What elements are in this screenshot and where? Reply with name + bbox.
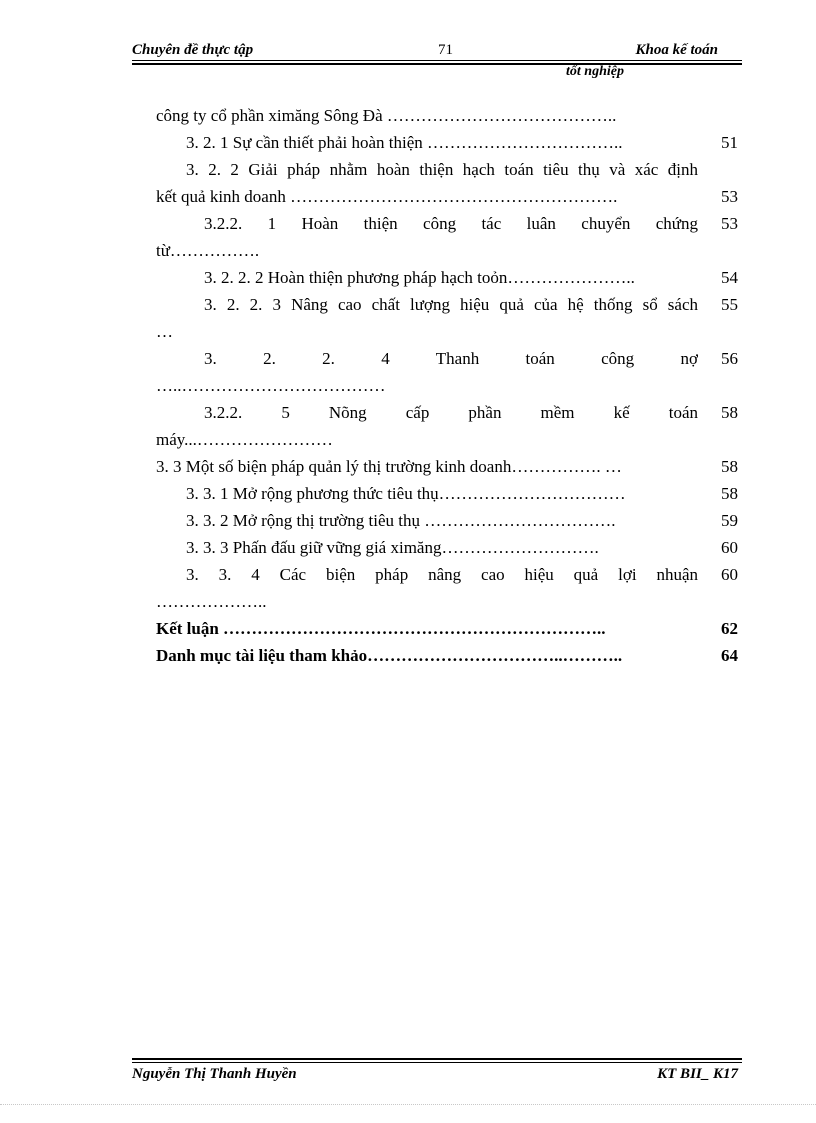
header-rule-thin (132, 60, 742, 61)
toc-row (156, 642, 738, 669)
toc-page-number: 60 (721, 538, 738, 557)
toc-page-number: 58 (721, 403, 738, 422)
toc-page-number: 53 (721, 214, 738, 233)
toc-row (156, 561, 738, 588)
toc-row (156, 156, 738, 183)
toc-page-number: 64 (721, 646, 738, 665)
toc-row (156, 210, 738, 237)
toc-entry-text: 3. 3. 3 Phấn đấu giữ vững giá ximăng………………………. (186, 538, 599, 557)
toc-entry-text: Danh mục tài liệu tham khảo……………………………..……….. (156, 646, 623, 665)
toc-page-number: 54 (721, 268, 738, 287)
toc-row (156, 345, 738, 372)
footer-author: Nguyễn Thị Thanh Huyền (132, 1066, 297, 1082)
header-page-number: 71 (438, 42, 453, 58)
toc-page-number: 58 (721, 484, 738, 503)
toc-row (156, 588, 738, 615)
toc-entry-text: 3. 2. 2. 2 Hoàn thiện phương pháp hạch toỏn………………….. (204, 268, 635, 287)
toc-row (156, 534, 738, 561)
toc-row (156, 507, 738, 534)
toc-row (156, 426, 738, 453)
header-rule-thick (132, 63, 742, 65)
toc-entry-text: 3. 2. 2. 4 Thanh toán công nợ (204, 349, 698, 368)
toc-row (156, 318, 738, 345)
toc-entry-text: máy...…………………… (156, 430, 333, 449)
toc-entry-text: 3. 2. 2. 3 Nâng cao chất lượng hiệu quả của hệ thống sổ sách (204, 295, 698, 314)
toc-row (156, 480, 738, 507)
page-bottom-divider (0, 1104, 816, 1105)
toc-row (156, 264, 738, 291)
footer-rule-thick (132, 1058, 742, 1060)
toc-row (156, 237, 738, 264)
toc-entry-text: kết quả kinh doanh …………………………………………………. (156, 187, 618, 206)
toc-page-number: 60 (721, 565, 738, 584)
toc-entry-text: …..……………………………… (156, 376, 386, 395)
toc-row (156, 372, 738, 399)
header-subtitle: tốt nghiệp (566, 64, 624, 79)
table-of-contents (156, 102, 738, 669)
footer-class-code: KT BII_ K17 (657, 1066, 738, 1082)
toc-page-number: 53 (721, 187, 738, 206)
toc-row (156, 399, 738, 426)
toc-entry-text: công ty cổ phần ximăng Sông Đà ………………………………….. (156, 106, 617, 125)
toc-page-number: 56 (721, 349, 738, 368)
toc-entry-text: 3.2.2. 5 Nõng cấp phần mềm kế toán (204, 403, 698, 422)
toc-entry-text: 3.2.2. 1 Hoàn thiện công tác luân chuyển chứng (204, 214, 698, 233)
toc-entry-text: … (156, 322, 173, 341)
toc-row (156, 615, 738, 642)
toc-row (156, 183, 738, 210)
toc-entry-text: 3. 3. 2 Mở rộng thị trường tiêu thụ ……………………………. (186, 511, 616, 530)
header-right-title: Khoa kế toán (635, 42, 718, 58)
header-left-title: Chuyên đề thực tập (132, 42, 254, 58)
toc-entry-text: 3. 3 Một số biện pháp quản lý thị trường kinh doanh……………. … (156, 457, 622, 476)
toc-row (156, 453, 738, 480)
toc-page-number: 51 (721, 133, 738, 152)
toc-entry-text: 3. 2. 2 Giải pháp nhằm hoàn thiện hạch toán tiêu thụ và xác định (186, 160, 698, 179)
toc-page-number: 58 (721, 457, 738, 476)
toc-entry-text: 3. 2. 1 Sự cần thiết phải hoàn thiện …………………………….. (186, 133, 623, 152)
toc-row (156, 291, 738, 318)
toc-page-number: 59 (721, 511, 738, 530)
footer-rule-thin (132, 1062, 742, 1063)
toc-entry-text: 3. 3. 4 Các biện pháp nâng cao hiệu quả lợi nhuận (186, 565, 698, 584)
toc-page-number: 62 (721, 619, 738, 638)
toc-entry-text: từ……………. (156, 241, 260, 260)
toc-entry-text: ……………….. (156, 592, 267, 611)
toc-page-number: 55 (721, 295, 738, 314)
toc-row (156, 129, 738, 156)
toc-entry-text: 3. 3. 1 Mở rộng phương thức tiêu thụ…………………………… (186, 484, 626, 503)
toc-row (156, 102, 738, 129)
toc-entry-text: Kết luận ………………………………………………………….. (156, 619, 606, 638)
